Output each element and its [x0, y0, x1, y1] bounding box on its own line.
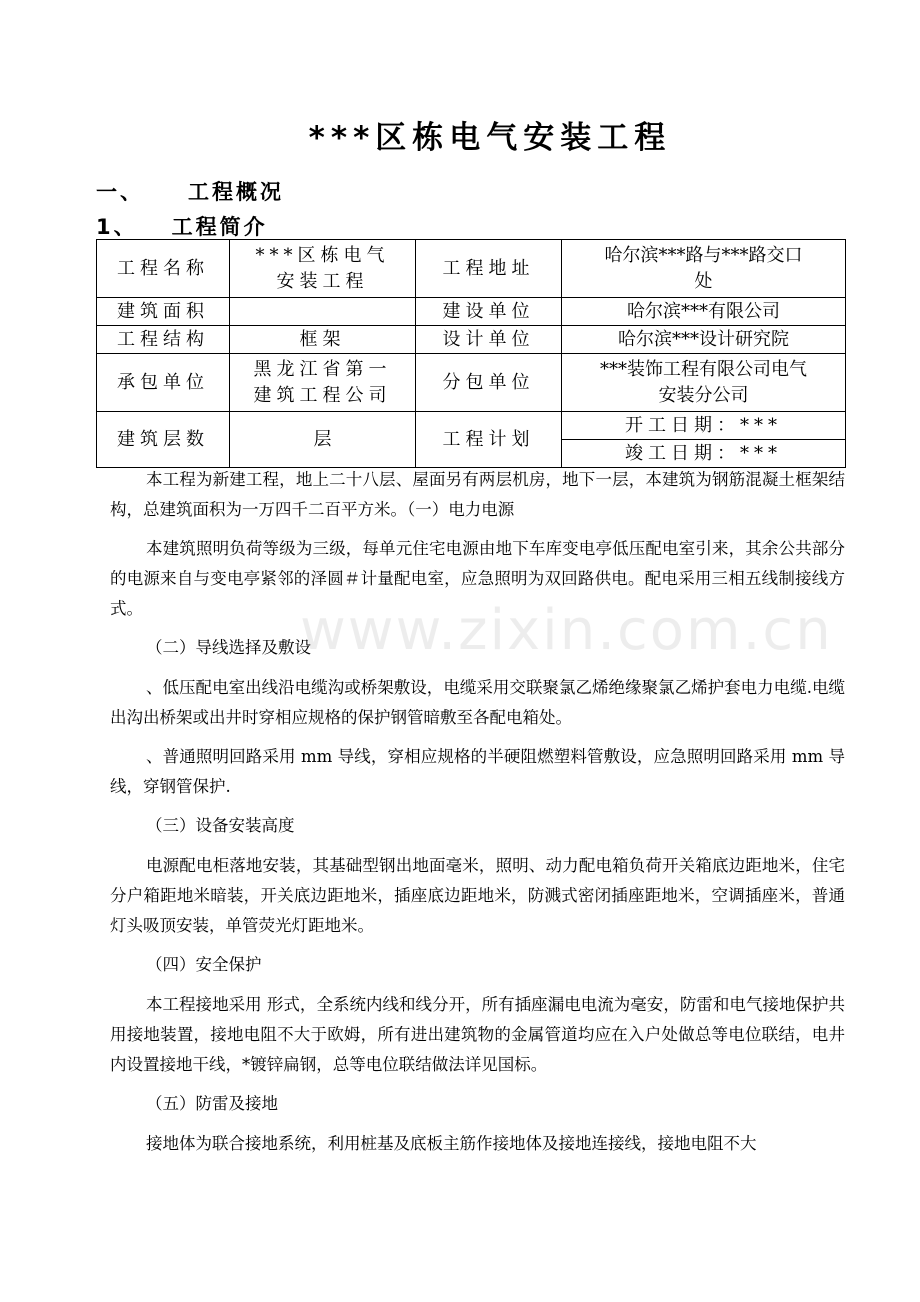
label-subcontractor: 分包单位	[416, 354, 562, 412]
value-line: 安装工程	[276, 270, 369, 292]
value-line: 哈尔滨***路与***路交口	[604, 244, 803, 266]
value-line: 黑龙江省第一	[253, 358, 392, 380]
label-building-area: 建筑面积	[97, 298, 230, 326]
value-contractor	[230, 354, 416, 412]
label-structure: 工程结构	[97, 326, 230, 354]
subsection-number: 1、	[96, 215, 138, 239]
value-project-address	[562, 240, 846, 298]
paragraph: 本建筑照明负荷等级为三级，每单元住宅电源由地下车库变电亭低压配电室引来，其余公共部分的电源来自与变电亭紧邻的泽圆＃计量配电室，应急照明为双回路供电。配电采用三相五线制接线方式。	[110, 539, 845, 618]
label-schedule: 工程计划	[416, 412, 562, 468]
value-structure: 框架	[230, 326, 416, 354]
subheading: （三）设备安装高度	[146, 816, 295, 835]
table-row	[97, 326, 846, 354]
subheading: （四）安全保护	[146, 955, 262, 974]
paragraph: 电源配电柜落地安装，其基础型钢出地面毫米，照明、动力配电箱负荷开关箱底边距地米，住宅分户箱距地米暗装，开关底边距地米，插座底边距地米，防溅式密闭插座距地米，空调插座米，普通灯头吸顶安装，单管荧光灯距地米。	[110, 856, 845, 935]
value-line: 安装分公司	[658, 384, 749, 406]
label-project-address: 工程地址	[416, 240, 562, 298]
subheading: （二）导线选择及敷设	[146, 638, 311, 657]
paragraph: 接地体为联合接地系统，利用桩基及底板主筋作接地体及接地连接线，接地电阻不大	[146, 1134, 757, 1153]
value-end-date: 竣工日期：***	[562, 440, 846, 468]
value-subcontractor	[562, 354, 846, 412]
paragraph: 、普通照明回路采用 mm 导线，穿相应规格的半硬阻燃塑料管敷设，应急照明回路采用 mm 导线，穿钢管保护.	[110, 747, 845, 796]
table-row	[97, 354, 846, 412]
value-line: ***装饰工程有限公司电气	[600, 358, 807, 380]
paragraph: 本工程为新建工程，地上二十八层、屋面另有两层机房，地下一层，本建筑为钢筋混凝土框架结构，总建筑面积为一万四千二百平方米。（一）电力电源	[110, 470, 845, 519]
paragraph: 、低压配电室出线沿电缆沟或桥架敷设，电缆采用交联聚氯乙烯绝缘聚氯乙烯护套电力电缆.电缆出沟出桥架或出井时穿相应规格的保护钢管暗敷至各配电箱处。	[110, 678, 845, 727]
table-row	[97, 412, 846, 440]
value-line: 建筑工程公司	[253, 384, 392, 406]
value-designer: 哈尔滨***设计研究院	[562, 326, 846, 354]
watermark: www.zixin.com.cn	[300, 598, 833, 663]
value-building-area	[230, 298, 416, 326]
value-start-date: 开工日期：***	[562, 412, 846, 440]
table-row	[97, 298, 846, 326]
subsection-label: 工程简介	[171, 215, 268, 239]
table-row	[97, 240, 846, 298]
document-title: ***区栋电气安装工程	[308, 120, 672, 156]
body-text	[110, 465, 845, 1168]
value-owner: 哈尔滨***有限公司	[562, 298, 846, 326]
section-number: 一、	[96, 180, 144, 204]
value-floors: 层	[230, 412, 416, 468]
section-heading-overview	[96, 176, 284, 206]
value-project-name	[230, 240, 416, 298]
subheading: （五）防雷及接地	[146, 1094, 278, 1113]
label-contractor: 承包单位	[97, 354, 230, 412]
label-designer: 设计单位	[416, 326, 562, 354]
label-project-name: 工程名称	[97, 240, 230, 298]
subsection-heading-intro	[96, 211, 268, 241]
label-owner: 建设单位	[416, 298, 562, 326]
section-label: 工程概况	[188, 180, 284, 204]
label-floors: 建筑层数	[97, 412, 230, 468]
value-line: ***区栋电气	[255, 244, 390, 266]
paragraph: 本工程接地采用 形式，全系统内线和线分开，所有插座漏电电流为毫安，防雷和电气接地保护共用接地装置，接地电阻不大于欧姆，所有进出建筑物的金属管道均应在入户处做总等电位联结，电井内设置接地干线，*镀锌扁钢，总等电位联结做法详见国标。	[110, 995, 845, 1074]
project-info-table	[96, 239, 846, 468]
value-line: 处	[694, 270, 713, 292]
